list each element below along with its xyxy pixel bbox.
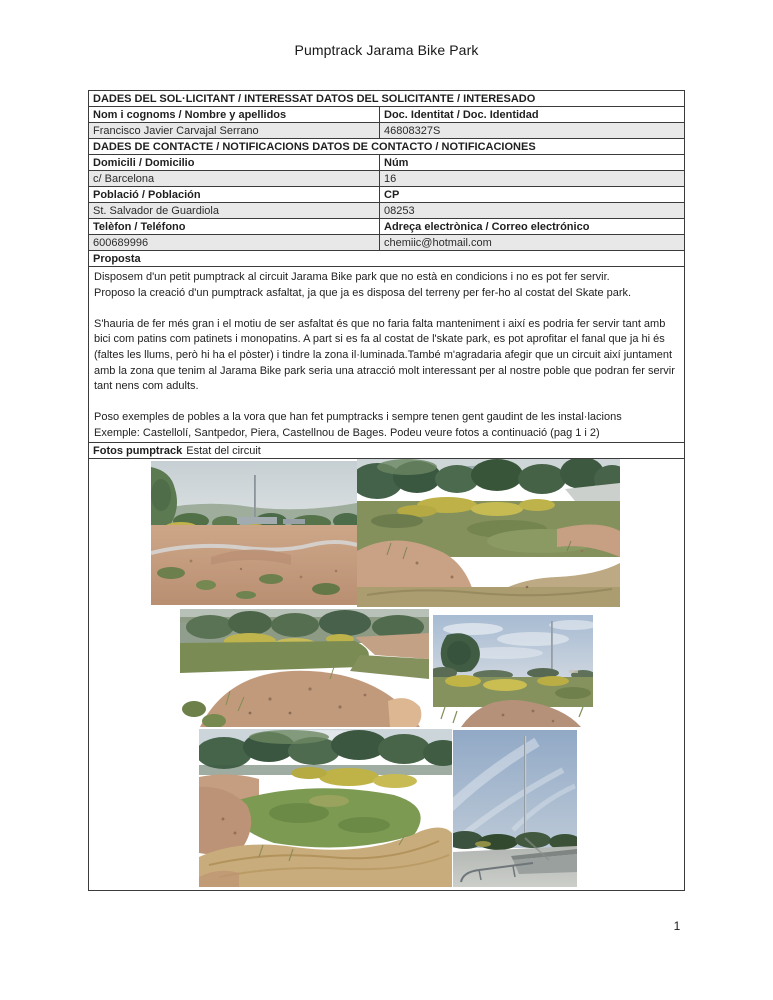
name-id-value-row — [89, 123, 684, 139]
id-value: 46808327S — [379, 123, 684, 138]
pumptrack-photo-4 — [433, 615, 593, 727]
address-label: Domicili / Domicilio — [93, 156, 195, 169]
page-number: 1 — [673, 919, 681, 933]
phone-email-value-row — [89, 235, 684, 251]
proposal-paragraph3-line1: Poso exemples de pobles a la vora que han fet pumptracks i sempre tenen gent gaudint de les instal·lacions — [94, 411, 622, 424]
application-form-table — [88, 90, 685, 891]
phone-email-label-row — [89, 219, 684, 235]
number-value: 16 — [379, 171, 684, 186]
address-number-label-row — [89, 155, 684, 171]
document-title: Pumptrack Jarama Bike Park — [294, 42, 479, 58]
name-id-label-row — [89, 107, 684, 123]
city-postal-value-row — [89, 203, 684, 219]
address-number-value-row — [89, 171, 684, 187]
pumptrack-photo-1 — [151, 461, 357, 605]
id-label: Doc. Identitat / Doc. Identidad — [379, 107, 684, 122]
city-value: St. Salvador de Guardiola — [93, 204, 219, 217]
applicant-section-header-row — [89, 91, 684, 107]
pumptrack-photo-3 — [180, 609, 429, 727]
proposal-paragraph1-line1: Disposem d'un petit pumptrack al circuit Jarama Bike park que no està en condicions i no es pot fer servir. — [94, 271, 610, 283]
email-label: Adreça electrònica / Correo electrónico — [379, 219, 684, 234]
city-label: Població / Población — [93, 188, 201, 201]
postal-label: CP — [379, 187, 684, 202]
photos-header-bold: Fotos pumptrack — [93, 444, 183, 457]
proposal-header-row — [89, 251, 684, 267]
paragraph-spacer — [94, 395, 679, 411]
proposal-paragraph3-line2: Exemple: Castellolí, Santpedor, Piera, Castellnou de Bages. Podeu veure fotos a continuació (pag 1 i 2) — [94, 426, 600, 439]
paragraph-spacer — [94, 301, 679, 317]
proposal-header: Proposta — [93, 252, 141, 265]
number-label: Núm — [379, 155, 684, 170]
contact-section-header: DADES DE CONTACTE / NOTIFICACIONS DATOS DE CONTACTO / NOTIFICACIONES — [93, 140, 536, 153]
photos-grid — [89, 459, 684, 890]
contact-section-header-row — [89, 139, 684, 155]
city-postal-label-row — [89, 187, 684, 203]
name-label: Nom i cognoms / Nombre y apellidos — [93, 108, 287, 121]
postal-value: 08253 — [379, 203, 684, 218]
proposal-paragraph2: S'hauria de fer més gran i el motiu de ser asfaltat és que no faria falta manteniment i així es podria fer servir tant amb bici com patins com patinets i monopatins. A part si es fa al costat de l'skate park, es pot aprofitar el fanal que ja hi és (faltes les llums, però hi ha el pòster) i tindre la zona il·luminada.També m'agradaria afegir que un circuit així juntament amb la zona que tenim al Jarama Bike park seria una atracció molt interessant per al nostre poble que podran fer servir tant nens com adults. — [94, 317, 675, 393]
applicant-section-header: DADES DEL SOL·LICITANT / INTERESSAT DATOS DEL SOLICITANTE / INTERESADO — [93, 92, 536, 105]
proposal-paragraph1-line2: Proposo la creació d'un pumptrack asfaltat, ja que ja es disposa del terreny per fer-ho al costat del Skate park. — [94, 286, 632, 299]
proposal-text-block — [89, 267, 684, 443]
photos-header-regular: Estat del circuit — [186, 444, 261, 457]
phone-label: Telèfon / Teléfono — [93, 220, 186, 233]
photos-header-row — [89, 443, 684, 459]
address-value: c/ Barcelona — [93, 172, 155, 185]
phone-value: 600689996 — [93, 236, 149, 249]
pumptrack-photo-6 — [453, 730, 577, 887]
name-value: Francisco Javier Carvajal Serrano — [93, 124, 259, 137]
pumptrack-photo-5 — [199, 729, 452, 887]
pumptrack-photo-2 — [357, 459, 620, 607]
email-value: chemiic@hotmail.com — [379, 235, 684, 250]
